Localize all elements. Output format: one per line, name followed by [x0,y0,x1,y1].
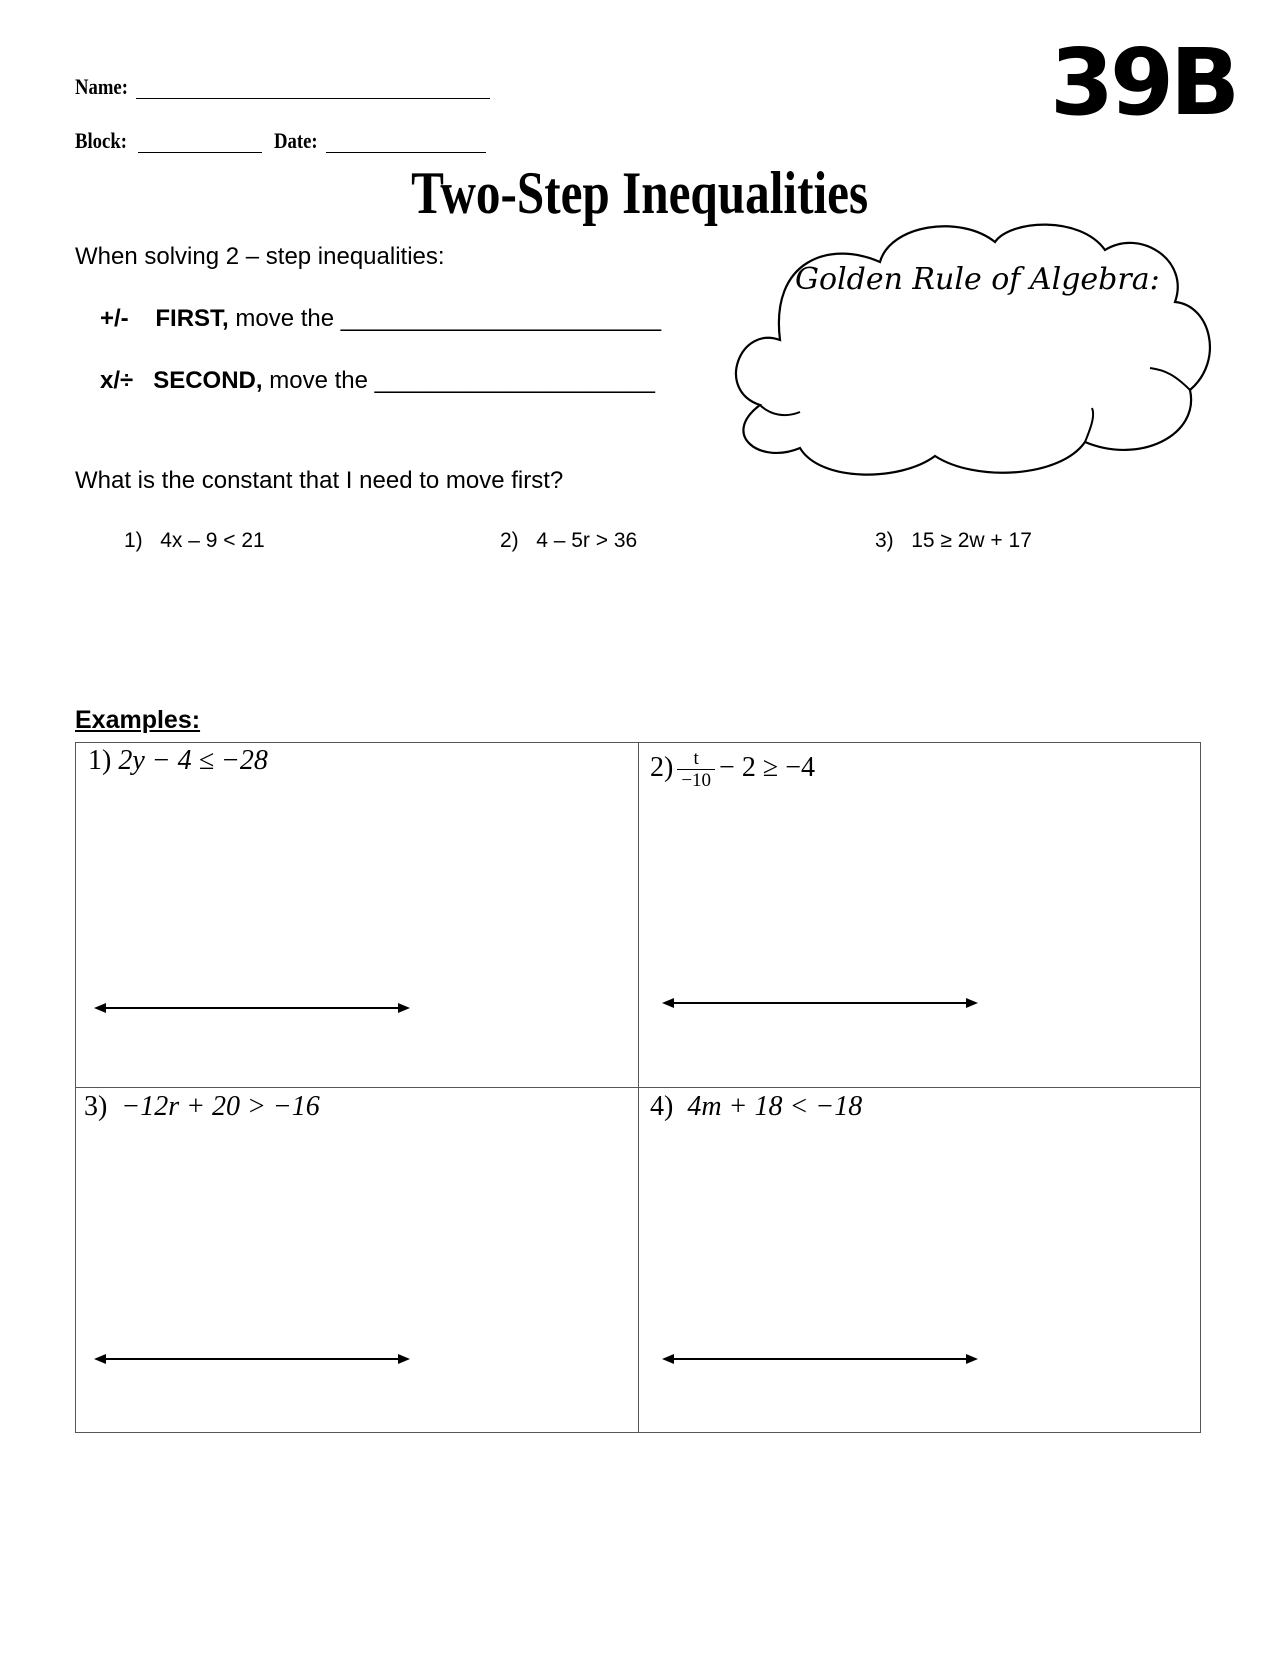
number-line [660,1349,980,1369]
example-3: 3) −12r + 20 > −16 [84,1091,320,1122]
example-4: 4) 4m + 18 < −18 [650,1091,863,1122]
step-op: +/- [100,305,129,332]
page-title: Two-Step Inequalities [411,160,869,226]
grid-divider [75,1087,1201,1088]
example-1: 1) 2y − 4 ≤ −28 [88,745,268,776]
step-text: move the ________________________ [235,305,662,332]
name-field[interactable] [136,98,490,99]
cloud-shape [720,220,1220,482]
name-label: Name: [75,74,128,99]
block-field[interactable] [138,152,262,153]
step-order: FIRST, [155,305,229,332]
examples-label: Examples: [75,706,201,734]
step-text: move the _____________________ [269,367,655,394]
question-item: 3) 15 ≥ 2w + 17 [875,529,1032,552]
step-row [100,366,655,396]
question-text: What is the constant that I need to move first? [75,467,564,494]
number-line [92,998,412,1018]
number-line [92,1349,412,1369]
question-item: 2) 4 – 5r > 36 [500,529,638,552]
step-order: SECOND, [153,367,263,394]
block-label: Block: [75,128,127,153]
date-label: Date: [274,128,318,153]
fraction: $\frac{t}{-10}$ [677,748,715,791]
step-op: x/÷ [100,367,134,394]
cloud-text: Golden Rule of Algebra: [795,262,1160,297]
question-item: 1) 4x – 9 < 21 [124,529,265,552]
logo: 39B [1050,29,1237,136]
date-field[interactable] [326,152,486,153]
number-line [660,993,980,1013]
example-2: 2) $\frac{t}{-10}$ − 2 ≥ −4 [650,748,815,791]
intro-text: When solving 2 – step inequalities: [75,243,445,270]
step-row [100,304,661,334]
